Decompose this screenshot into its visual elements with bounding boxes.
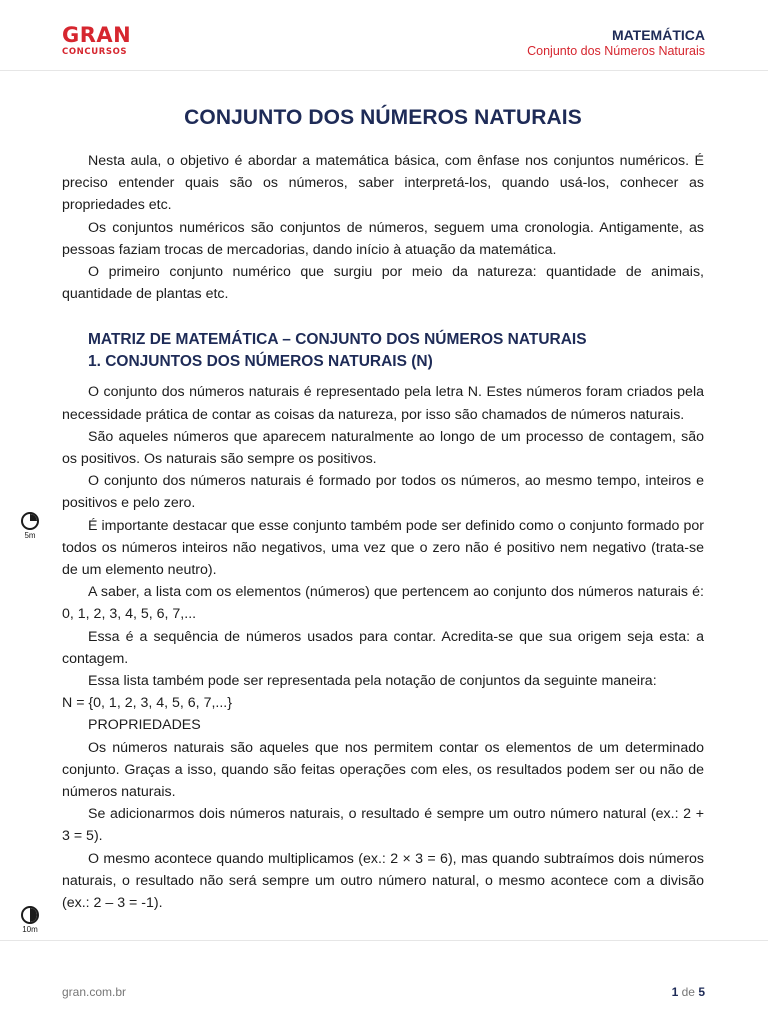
gran-logo — [62, 24, 131, 57]
page-header — [0, 0, 768, 71]
section-heading-block — [62, 329, 704, 373]
body-paragraph: Se adicionarmos dois números naturais, o resultado é sempre um outro número natural (ex.: 2 + 3 = 5). — [62, 806, 704, 845]
header-course-info — [527, 28, 705, 58]
timer-label: 5m — [24, 531, 36, 540]
intro-paragraph: Nesta aula, o objetivo é abordar a matemática básica, com ênfase nos conjuntos numéricos. É preciso entender quais são os números, saber interpretá-los, quando usá-los, conhecer as propriedades etc. — [62, 153, 704, 214]
logo-subtitle: CONCURSOS — [62, 47, 128, 57]
clock-icon — [21, 512, 39, 530]
page-separator: de — [681, 985, 695, 999]
body-paragraph: O conjunto dos números naturais é representado pela letra N. Estes números foram criados pela necessidade prática de contar as coisas da natureza, por isso são chamados de números naturais. — [62, 384, 704, 423]
intro-paragraph: O primeiro conjunto numérico que surgiu por meio da natureza: quantidade de animais, quantidade de plantas etc. — [62, 264, 704, 303]
subheading-properties: PROPRIEDADES — [88, 717, 201, 734]
page-number — [672, 985, 705, 999]
body-paragraph: A saber, a lista com os elementos (números) que pertencem ao conjunto dos números naturais é: 0, 1, 2, 3, 4, 5, 6, 7,... — [62, 584, 704, 623]
header-subject: MATEMÁTICA — [611, 27, 705, 43]
body-paragraph: O mesmo acontece quando multiplicamos (ex.: 2 × 3 = 6), mas quando subtraímos dois números naturais, o resultado não será sempre um outro número natural, o mesmo acontece com a divisão (ex.: 2 – 3 = -1). — [62, 850, 704, 912]
logo-wordmark: GRAN — [62, 23, 132, 47]
body-paragraph: O conjunto dos números naturais é formado por todos os números, ao mesmo tempo, inteiros e positivos e pelo zero. — [62, 473, 704, 512]
body-paragraph: É importante destacar que esse conjunto também pode ser definido como o conjunto formado por todos os números inteiros não negativos, uma vez que o zero não é positivo nem negativo (trata-se de um elemento neutro). — [62, 517, 704, 579]
page-title: CONJUNTO DOS NÚMEROS NATURAIS — [184, 106, 582, 129]
section-heading-matrix: MATRIZ DE MATEMÁTICA – CONJUNTO DOS NÚMEROS NATURAIS — [88, 331, 587, 349]
timer-marker-5m — [18, 512, 42, 540]
body-paragraph: Essa é a sequência de números usados para contar. Acredita-se que sua origem seja esta: a contagem. — [62, 628, 704, 667]
intro-paragraph: Os conjuntos numéricos são conjuntos de números, seguem uma cronologia. Antigamente, as pessoas faziam trocas de mercadorias, dando início à atuação da matemática. — [62, 219, 704, 258]
header-topic: Conjunto dos Números Naturais — [527, 44, 705, 58]
body-paragraph: Essa lista também pode ser representada pela notação de conjuntos da seguinte maneira: — [88, 673, 657, 690]
body-paragraph: São aqueles números que aparecem naturalmente ao longo de um processo de contagem, são os positivos. Os naturais são sempre os positivos. — [62, 428, 704, 468]
page-current: 1 — [671, 985, 679, 999]
timer-marker-10m — [18, 906, 42, 934]
body-paragraph: Os números naturais são aqueles que nos permitem contar os elementos de um determinado conjunto. Graças a isso, quando são feitas operações com eles, os resultados podem ser ou não de números naturais. — [62, 739, 704, 801]
page-footer — [0, 940, 768, 1025]
footer-site-link[interactable]: gran.com.br — [62, 985, 127, 999]
page-total: 5 — [698, 985, 705, 999]
set-notation: N = {0, 1, 2, 3, 4, 5, 6, 7,...} — [62, 695, 232, 712]
document-body — [62, 104, 704, 914]
clock-icon — [21, 906, 39, 924]
timer-label: 10m — [22, 925, 38, 934]
section-heading-naturals: 1. CONJUNTOS DOS NÚMEROS NATURAIS (N) — [88, 353, 433, 371]
